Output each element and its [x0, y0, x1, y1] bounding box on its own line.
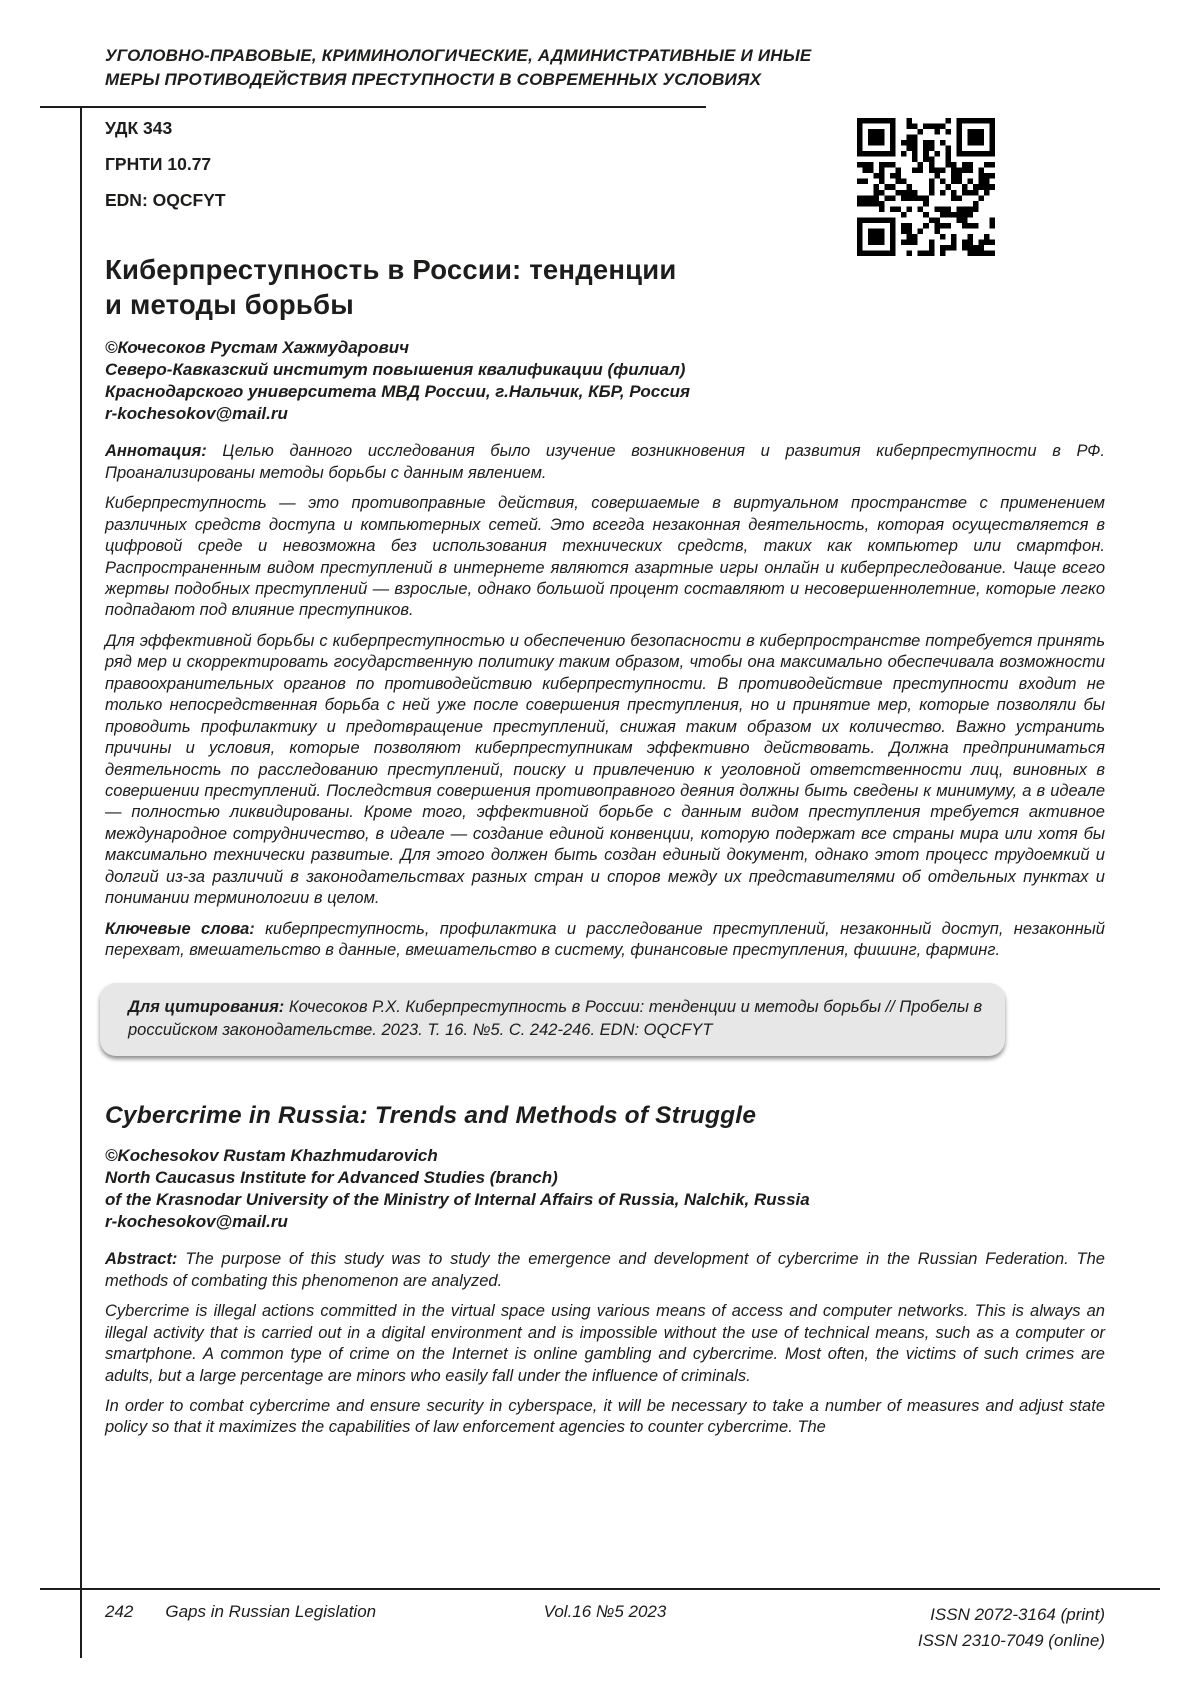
issn-print: ISSN 2072-3164 (print): [930, 1605, 1105, 1624]
abstract-en-label: Abstract:: [105, 1250, 178, 1269]
keywords-ru-text: киберпреступность, профилактика и расследование преступлений, незаконный доступ, незаконный перехват, вмешательство в данные, вмешательство в систему, финансовые преступления, фишинг, фарминг.: [105, 919, 1105, 959]
author-email-ru: r-kochesokov@mail.ru: [105, 404, 288, 424]
left-border-line: [80, 106, 82, 1658]
article-meta: [105, 118, 1105, 211]
running-head-line2: МЕРЫ ПРОТИВОДЕЙСТВИЯ ПРЕСТУПНОСТИ В СОВРЕМЕННЫХ УСЛОВИЯХ: [105, 70, 762, 90]
author-affiliation-en-line2: of the Krasnodar University of the Ministry of Internal Affairs of Russia, Nalchik, Russia: [105, 1190, 810, 1210]
author-name-en: ©Kochesokov Rustam Khazhmudarovich: [105, 1145, 438, 1165]
paragraph-ru-2: Для эффективной борьбы с киберпреступностью и обеспечению безопасности в киберпространстве потребуется принять ряд мер и скорректировать государственную политику таким образом, чтобы она максимально обеспечивала возможности правоохранительных органов по противодействию киберпреступности. В противодействие преступности входит не только непосредственная борьба с ней уже после совершения преступления, но и принятие мер, которые позволяли бы проводить профилактику и предотвращение преступлений, снижая таким образом их количество. Важно устранить причины и условия, которые позволяют киберпреступникам эффективно действовать. Должна предприниматься деятельность по расследованию преступлений, поиску и привлечению к уголовной ответственности лиц, виновных в совершении преступлений. Последствия совершения противоправного деяния должны быть сведены к минимуму, а в идеале — полностью ликвидированы. Кроме того, эффективной борьбе с данным видом преступления требуется активное международное сотрудничество, в идеале — создание единой конвенции, которую подержат все страны мира или хотя бы максимально технически развитые. Для этого должен быть создан единый документ, однако этот процесс трудоемкий и долгий из-за различий в законодательствах разных стран и споров между их представителями об отдельных пунктах и понимании терминологии в целом.: [105, 631, 1105, 908]
running-head: [105, 44, 1105, 92]
issn-block: [705, 1602, 1105, 1655]
page-number: 242: [105, 1602, 134, 1621]
footer-left: [105, 1602, 505, 1622]
keywords-ru: [105, 919, 1105, 962]
journal-title: Gaps in Russian Legislation: [165, 1602, 377, 1621]
article-title-ru: [105, 253, 1105, 322]
running-head-line1: УГОЛОВНО-ПРАВОВЫЕ, КРИМИНОЛОГИЧЕСКИЕ, АДМИНИСТРАТИВНЫЕ И ИНЫЕ: [105, 46, 812, 65]
citation-box: [100, 983, 1005, 1056]
author-affiliation-ru-line1: Северо-Кавказский институт повышения квалификации (филиал): [105, 360, 686, 380]
abstract-en-text: The purpose of this study was to study the emergence and development of cybercrime in the Russian Federation. The methods of combating this phenomenon are analyzed.: [105, 1250, 1105, 1290]
footer-rule: [40, 1588, 1160, 1590]
author-affiliation-ru-line2: Краснодарского университета МВД России, г.Нальчик, КБР, Россия: [105, 382, 691, 402]
author-block-ru: [105, 337, 1105, 425]
keywords-ru-label: Ключевые слова:: [105, 919, 255, 938]
page-footer: [105, 1602, 1105, 1655]
author-block-en: [105, 1145, 1105, 1233]
article-title-en: Cybercrime in Russia: Trends and Methods of Struggle: [105, 1101, 757, 1129]
issn-online: ISSN 2310-7049 (online): [917, 1631, 1105, 1651]
udk-code: УДК 343: [105, 118, 173, 139]
abstract-ru-label: Аннотация:: [105, 442, 207, 461]
abstract-ru: [105, 441, 1105, 484]
paragraph-ru-1: Киберпреступность — это противоправные действия, совершаемые в виртуальном пространстве с применением различных средств доступа и компьютерных сетей. Это всегда незаконная деятельность, которая осуществляется в цифровой среде и невозможна без использования технических средств, таких как компьютер или смартфон. Распространенным видом преступлений в интернете являются азартные игры онлайн и киберпреследование. Чаще всего жертвы подобных преступлений — взрослые, однако большой процент составляют и несовершеннолетние, которые легко подпадают под влияние преступников.: [105, 494, 1105, 620]
paragraph-en-1: Cybercrime is illegal actions committed in the virtual space using various means of access and computer networks. This is always an illegal activity that is carried out in a digital environment and is impossible without the use of technical means, such as a computer or smartphone. A common type of crime on the Internet is online gambling and cybercrime. Most often, the victims of such crimes are adults, but a large percentage are minors who easily fall under the influence of criminals.: [105, 1302, 1105, 1385]
citation-text: Кочесоков Р.Х. Киберпреступность в России: тенденции и методы борьбы // Пробелы в российском законодательстве. 2023. Т. 16. №5. С. 242-246. EDN: OQCFYT: [128, 998, 983, 1039]
article-title-ru-line1: Киберпреступность в России: тенденции: [105, 254, 677, 286]
author-affiliation-en-line1: North Caucasus Institute for Advanced Studies (branch): [105, 1168, 558, 1188]
author-email-en: r-kochesokov@mail.ru: [105, 1212, 288, 1232]
grnti-code: ГРНТИ 10.77: [105, 154, 212, 175]
volume-issue: Vol.16 №5 2023: [543, 1602, 667, 1621]
citation-label: Для цитирования:: [128, 998, 285, 1017]
abstract-en: [105, 1249, 1105, 1292]
author-name-ru: ©Кочесоков Рустам Хажмударович: [105, 338, 410, 357]
abstract-ru-text: Целью данного исследования было изучение возникновения и развития киберпреступности в РФ. Проанализированы методы борьбы с данным явлением.: [105, 442, 1105, 482]
article-title-ru-line2: и методы борьбы: [105, 288, 354, 320]
edn-code: EDN: OQCFYT: [105, 190, 226, 211]
article-content: [105, 0, 1105, 1439]
paragraph-en-2: In order to combat cybercrime and ensure security in cyberspace, it will be necessary to take a number of measures and adjust state policy so that it maximizes the capabilities of law enforcement agencies to counter cybercrime. The: [105, 1396, 1105, 1437]
